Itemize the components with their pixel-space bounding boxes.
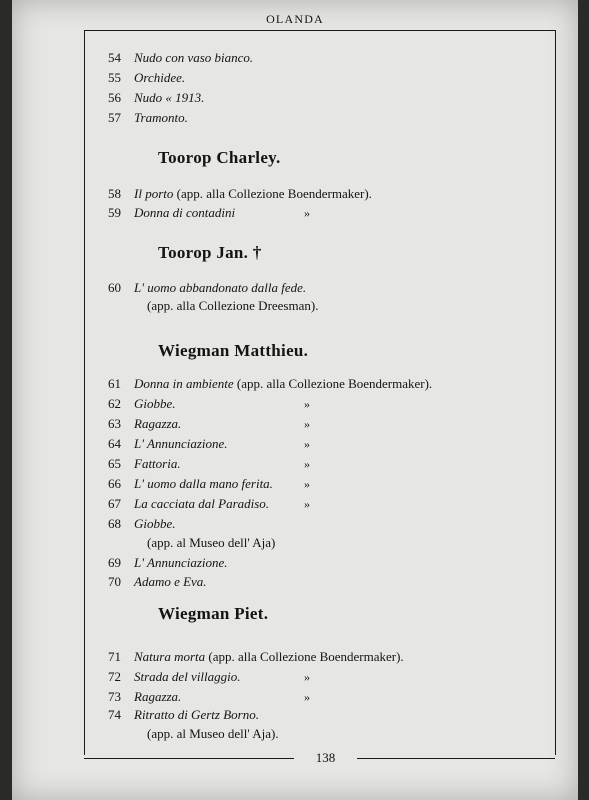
artwork-title: L' Annunciazione.	[134, 555, 228, 570]
artwork-title: Nudo con vaso bianco.	[134, 50, 254, 65]
catalog-entry	[108, 516, 176, 532]
entry-number: 73	[108, 689, 121, 704]
entry-number: 66	[108, 476, 121, 491]
entry-number: 67	[108, 496, 121, 511]
artwork-title: Donna in ambiente	[134, 376, 234, 391]
artwork-title: Tramonto.	[134, 110, 188, 125]
collection-note: (app. al Museo dell' Aja)	[147, 535, 276, 550]
ditto-mark: »	[304, 397, 310, 411]
artwork-title: Ragazza.	[134, 689, 182, 704]
catalog-entry	[108, 574, 207, 590]
ditto-mark: »	[304, 477, 310, 491]
artwork-title: Donna di contadini	[134, 205, 236, 220]
entry-number: 71	[108, 649, 121, 664]
entry-number: 72	[108, 669, 121, 684]
collection-note: (app. alla Collezione Boendermaker).	[208, 649, 404, 664]
artwork-title: L' uomo abbandonato dalla fede.	[134, 280, 307, 295]
entry-number: 59	[108, 205, 121, 220]
entry-number: 58	[108, 186, 121, 201]
catalog-entry	[108, 707, 259, 723]
catalog-entry	[108, 70, 185, 86]
artwork-title: Il porto	[134, 186, 174, 201]
entry-number: 65	[108, 456, 121, 471]
ditto-mark: »	[304, 497, 310, 511]
catalog-entry	[108, 186, 372, 202]
artwork-title: Ragazza.	[134, 416, 182, 431]
catalog-entry	[108, 110, 188, 126]
entry-number: 68	[108, 516, 121, 531]
entry-number: 55	[108, 70, 121, 85]
artist-heading: Toorop Charley.	[158, 148, 281, 167]
catalog-entry	[108, 90, 204, 106]
book-page	[12, 0, 578, 800]
ditto-mark: »	[304, 457, 310, 471]
collection-note: (app. al Museo dell' Aja).	[147, 726, 279, 741]
catalog-entry	[108, 205, 235, 221]
catalog-entry	[108, 476, 273, 492]
catalog-entry	[108, 416, 181, 432]
entry-number: 64	[108, 436, 121, 451]
catalog-entry	[108, 436, 228, 452]
catalog-entry	[108, 396, 176, 412]
artwork-title: Ritratto di Gertz Borno.	[134, 707, 259, 722]
entry-number: 57	[108, 110, 121, 125]
catalog-entry	[108, 496, 269, 512]
collection-note: (app. alla Collezione Boendermaker).	[236, 376, 433, 391]
artwork-title: Fattoria.	[134, 456, 181, 471]
ditto-mark: »	[304, 670, 310, 684]
catalog-entry	[108, 669, 241, 685]
artist-heading: Wiegman Matthieu.	[158, 341, 309, 360]
catalog-entry	[108, 456, 181, 472]
ditto-mark: »	[304, 206, 310, 220]
catalog-entry	[108, 649, 404, 665]
artwork-title: L' uomo dalla mano ferita.	[134, 476, 273, 491]
artwork-title: Orchidee.	[134, 70, 186, 85]
catalog-entry	[108, 50, 253, 66]
entry-number: 63	[108, 416, 121, 431]
artist-heading: Toorop Jan. †	[158, 243, 262, 262]
collection-note: (app. alla Collezione Dreesman).	[147, 298, 319, 313]
artwork-title: Giobbe.	[134, 396, 176, 411]
ditto-mark: »	[304, 417, 310, 431]
ditto-mark: »	[304, 690, 310, 704]
artwork-title: Giobbe.	[134, 516, 176, 531]
artwork-title: Strada del villaggio.	[134, 669, 241, 684]
artwork-title: Adamo e Eva.	[134, 574, 207, 589]
running-header: OLANDA	[266, 12, 324, 26]
entry-number: 54	[108, 50, 121, 65]
entry-number: 69	[108, 555, 121, 570]
catalog-entry	[108, 555, 228, 571]
artist-heading: Wiegman Piet.	[158, 604, 269, 623]
entry-number: 60	[108, 280, 121, 295]
artwork-title: Natura morta	[134, 649, 206, 664]
artwork-title: Nudo « 1913.	[134, 90, 205, 105]
catalog-list	[12, 0, 578, 800]
collection-note: (app. alla Collezione Boendermaker).	[176, 186, 372, 201]
catalog-entry	[108, 689, 181, 705]
entry-number: 70	[108, 574, 121, 589]
artwork-title: La cacciata dal Paradiso.	[134, 496, 270, 511]
catalog-entry	[108, 376, 432, 392]
entry-number: 56	[108, 90, 121, 105]
page-number: 138	[315, 750, 336, 765]
entry-number: 62	[108, 396, 121, 411]
ditto-mark: »	[304, 437, 310, 451]
entry-number: 61	[108, 376, 121, 391]
catalog-entry	[108, 280, 306, 296]
artwork-title: L' Annunciazione.	[134, 436, 228, 451]
entry-number: 74	[108, 707, 121, 722]
